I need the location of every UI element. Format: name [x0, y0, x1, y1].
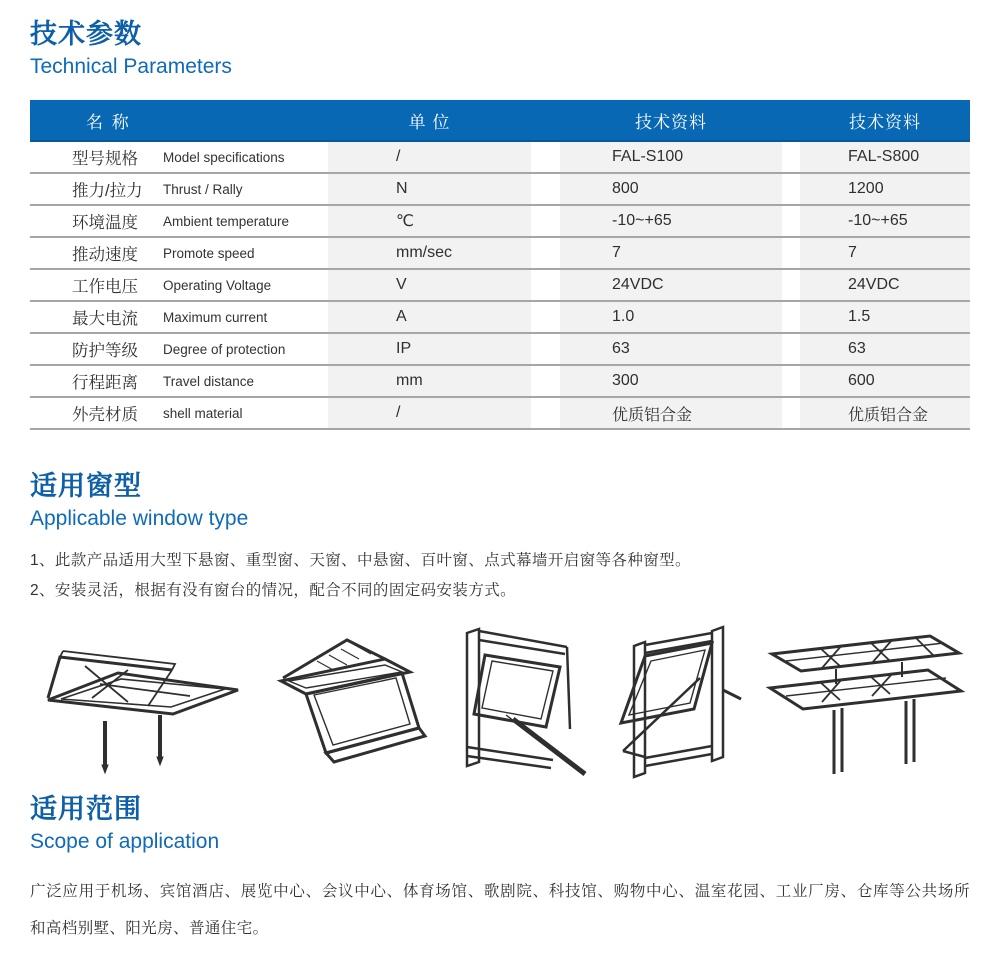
scope-text-line: 广泛应用于机场、宾馆酒店、展览中心、会议中心、体育场馆、歌剧院、科技馆、购物中心、温室花园、工业厂房、仓库等公共场所	[30, 883, 970, 900]
cell-value-s100: 63	[560, 334, 782, 364]
col-gap	[782, 238, 800, 268]
col-gap	[531, 142, 560, 172]
header-cell-data2: 技术资料	[849, 112, 921, 132]
page-title-cn: 技术参数	[30, 19, 142, 49]
page-title-en: Technical Parameters	[30, 54, 232, 78]
table-row	[30, 398, 970, 430]
param-name-cn: 外壳材质	[72, 406, 138, 424]
col-gap	[531, 366, 560, 396]
cell-unit: mm	[328, 366, 531, 396]
cell-value-s100: 7	[560, 238, 782, 268]
param-name-en: Operating Voltage	[163, 277, 272, 293]
param-name-cn: 推力/拉力	[72, 182, 143, 200]
bottom-hung-skylight-open-icon	[30, 626, 255, 776]
cell-param-name	[30, 270, 328, 300]
cell-unit: ℃	[328, 206, 531, 236]
top-hung-window-with-support-arm-icon	[608, 616, 743, 786]
table-row	[30, 142, 970, 174]
cell-unit: A	[328, 302, 531, 332]
table-row	[30, 206, 970, 238]
table-row	[30, 174, 970, 206]
scope-heading	[30, 795, 219, 854]
cell-value-s800: 7	[800, 238, 970, 268]
double-louvre-window-icon	[760, 624, 970, 779]
cell-value-s100: FAL-S100	[560, 142, 782, 172]
top-hung-projected-window-icon	[273, 631, 428, 771]
col-gap	[782, 334, 800, 364]
frame-window-with-actuator-rod-icon	[445, 619, 590, 784]
cell-unit: N	[328, 174, 531, 204]
header-cell-name: 名 称	[86, 112, 131, 132]
param-name-cn: 工作电压	[72, 278, 138, 296]
cell-unit: V	[328, 270, 531, 300]
cell-param-name	[30, 206, 328, 236]
window-type-title-cn: 适用窗型	[30, 471, 142, 501]
cell-value-s100: -10~+65	[560, 206, 782, 236]
cell-value-s100: 优质铝合金	[560, 398, 782, 428]
cell-value-s100: 24VDC	[560, 270, 782, 300]
cell-param-name	[30, 334, 328, 364]
col-gap	[531, 238, 560, 268]
cell-param-name	[30, 302, 328, 332]
window-type-heading	[30, 472, 248, 531]
table-row	[30, 238, 970, 270]
param-name-cn: 防护等级	[72, 342, 138, 360]
col-gap	[782, 366, 800, 396]
cell-value-s800: 63	[800, 334, 970, 364]
table-row	[30, 366, 970, 398]
cell-unit: /	[328, 398, 531, 428]
cell-param-name	[30, 174, 328, 204]
window-diagram-3	[445, 619, 590, 784]
param-name-cn: 推动速度	[72, 246, 138, 264]
col-gap	[531, 398, 560, 428]
window-type-list	[30, 546, 975, 606]
table-row	[30, 302, 970, 334]
col-gap	[782, 142, 800, 172]
col-gap	[531, 302, 560, 332]
window-diagrams	[30, 612, 970, 790]
col-gap	[531, 270, 560, 300]
table-header-row	[30, 100, 970, 142]
window-diagram-5	[760, 624, 970, 779]
scope-title-en: Scope of application	[30, 829, 220, 853]
window-diagram-2	[273, 631, 428, 771]
cell-unit: /	[328, 142, 531, 172]
col-gap	[531, 174, 560, 204]
param-name-cn: 型号规格	[72, 150, 138, 168]
technical-parameters-heading	[30, 20, 232, 79]
cell-value-s100: 800	[560, 174, 782, 204]
col-gap	[531, 334, 560, 364]
window-diagram-4	[608, 616, 743, 786]
cell-value-s800: 600	[800, 366, 970, 396]
param-name-en: Ambient temperature	[163, 213, 290, 229]
col-gap	[782, 206, 800, 236]
cell-unit: mm/sec	[328, 238, 531, 268]
param-name-cn: 最大电流	[72, 310, 138, 328]
header-cell-unit: 单 位	[408, 112, 451, 132]
spec-table	[30, 100, 970, 430]
scope-paragraph	[30, 873, 970, 947]
param-name-en: Maximum current	[163, 309, 268, 325]
header-cell-data1: 技术资料	[635, 112, 707, 132]
table-row	[30, 334, 970, 366]
col-gap	[782, 174, 800, 204]
param-name-en: Model specifications	[163, 149, 285, 165]
cell-value-s100: 300	[560, 366, 782, 396]
cell-value-s800: 优质铝合金	[800, 398, 970, 428]
param-name-en: Travel distance	[163, 373, 255, 389]
cell-value-s800: 1.5	[800, 302, 970, 332]
param-name-en: Thrust / Rally	[163, 181, 243, 197]
param-name-en: Promote speed	[163, 245, 255, 261]
window-diagram-1	[30, 626, 255, 776]
list-item: 1、此款产品适用大型下悬窗、重型窗、天窗、中悬窗、百叶窗、点式幕墙开启窗等各种窗型。	[30, 552, 691, 569]
param-name-cn: 行程距离	[72, 374, 138, 392]
table-row	[30, 270, 970, 302]
cell-unit: IP	[328, 334, 531, 364]
cell-value-s800: -10~+65	[800, 206, 970, 236]
window-type-title-en: Applicable window type	[30, 506, 249, 530]
scope-title-cn: 适用范围	[30, 794, 142, 824]
col-gap	[782, 398, 800, 428]
param-name-en: Degree of protection	[163, 341, 286, 357]
cell-param-name	[30, 398, 328, 428]
param-name-cn: 环境温度	[72, 214, 138, 232]
scope-text-line: 和高档别墅、阳光房、普通住宅。	[30, 920, 269, 937]
cell-param-name	[30, 366, 328, 396]
cell-value-s800: FAL-S800	[800, 142, 970, 172]
cell-param-name	[30, 142, 328, 172]
param-name-en: shell material	[163, 405, 243, 421]
cell-value-s800: 24VDC	[800, 270, 970, 300]
cell-value-s800: 1200	[800, 174, 970, 204]
col-gap	[782, 302, 800, 332]
col-gap	[782, 270, 800, 300]
list-item: 2、安装灵活，根据有没有窗台的情况，配合不同的固定码安装方式。	[30, 582, 517, 599]
cell-value-s100: 1.0	[560, 302, 782, 332]
cell-param-name	[30, 238, 328, 268]
col-gap	[531, 206, 560, 236]
